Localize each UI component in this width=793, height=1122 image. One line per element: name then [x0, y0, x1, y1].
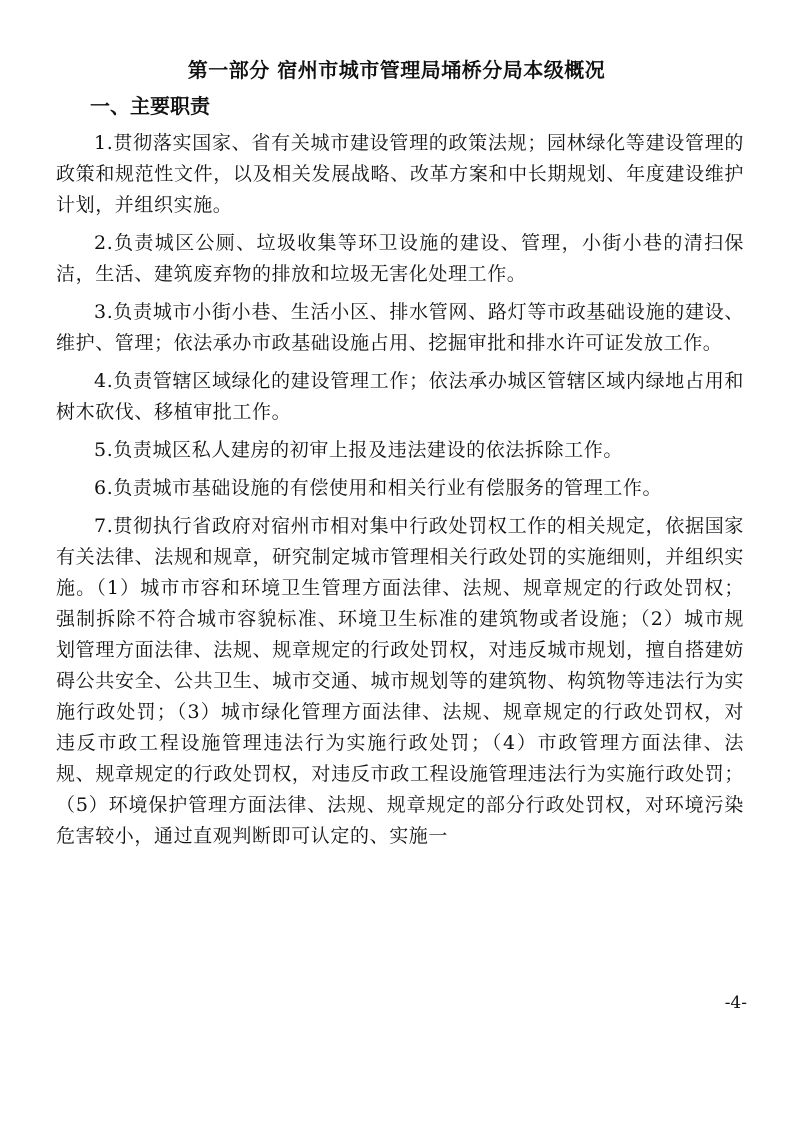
paragraph-duty-1: 1.贯彻落实国家、省有关城市建设管理的政策法规；园林绿化等建设管理的政策和规范性文件，以及相关发展战略、改革方案和中长期规划、年度建设维护计划，并组织实施。: [56, 132, 744, 216]
paragraph-duty-7: 7.贯彻执行省政府对宿州市相对集中行政处罚权工作的相关规定，依据国家有关法律、法规和规章，研究制定城市管理相关行政处罚的实施细则，并组织实施。（1）城市市容和环境卫生管理方面法律、法规、规章规定的行政处罚权；强制拆除不符合城市容貌标准、环境卫生标准的建筑物或者设施；（2）城市规划管理方面法律、法规、规章规定的行政处罚权，对违反城市规划，擅自搭建妨碍公共安全、公共卫生、城市交通、城市规划等的建筑物、构筑物等违法行为实施行政处罚；（3）城市绿化管理方面法律、法规、规章规定的行政处罚权，对违反市政工程设施管理违法行为实施行政处罚；（4）市政管理方面法律、法规、规章规定的行政处罚权，对违反市政工程设施管理违法行为实施行政处罚；（5）环境保护管理方面法律、法规、规章规定的部分行政处罚权，对环境污染危害较小，通过直观判断即可认定的、实施一: [56, 515, 744, 847]
paragraph-duty-2: 2.负责城区公厕、垃圾收集等环卫设施的建设、管理，小街小巷的清扫保洁，生活、建筑废弃物的排放和垃圾无害化处理工作。: [56, 232, 744, 285]
paragraph-duty-4: 4.负责管辖区域绿化的建设管理工作；依法承办城区管辖区域内绿地占用和树木砍伐、移植审批工作。: [56, 370, 744, 423]
paragraph-duty-6: 6.负责城市基础设施的有偿使用和相关行业有偿服务的管理工作。: [94, 477, 663, 499]
page-number: -4-: [724, 993, 747, 1013]
section-heading: 一、主要职责: [90, 94, 210, 118]
body-text: [56, 128, 744, 859]
paragraph-duty-3: 3.负责城市小街小巷、生活小区、排水管网、路灯等市政基础设施的建设、维护、管理；依法承办市政基础设施占用、挖掘审批和排水许可证发放工作。: [56, 301, 744, 354]
document-title: 第一部分 宿州市城市管理局埇桥分局本级概况: [187, 58, 606, 82]
paragraph-duty-5: 5.负责城区私人建房的初审上报及违法建设的依法拆除工作。: [94, 439, 623, 461]
